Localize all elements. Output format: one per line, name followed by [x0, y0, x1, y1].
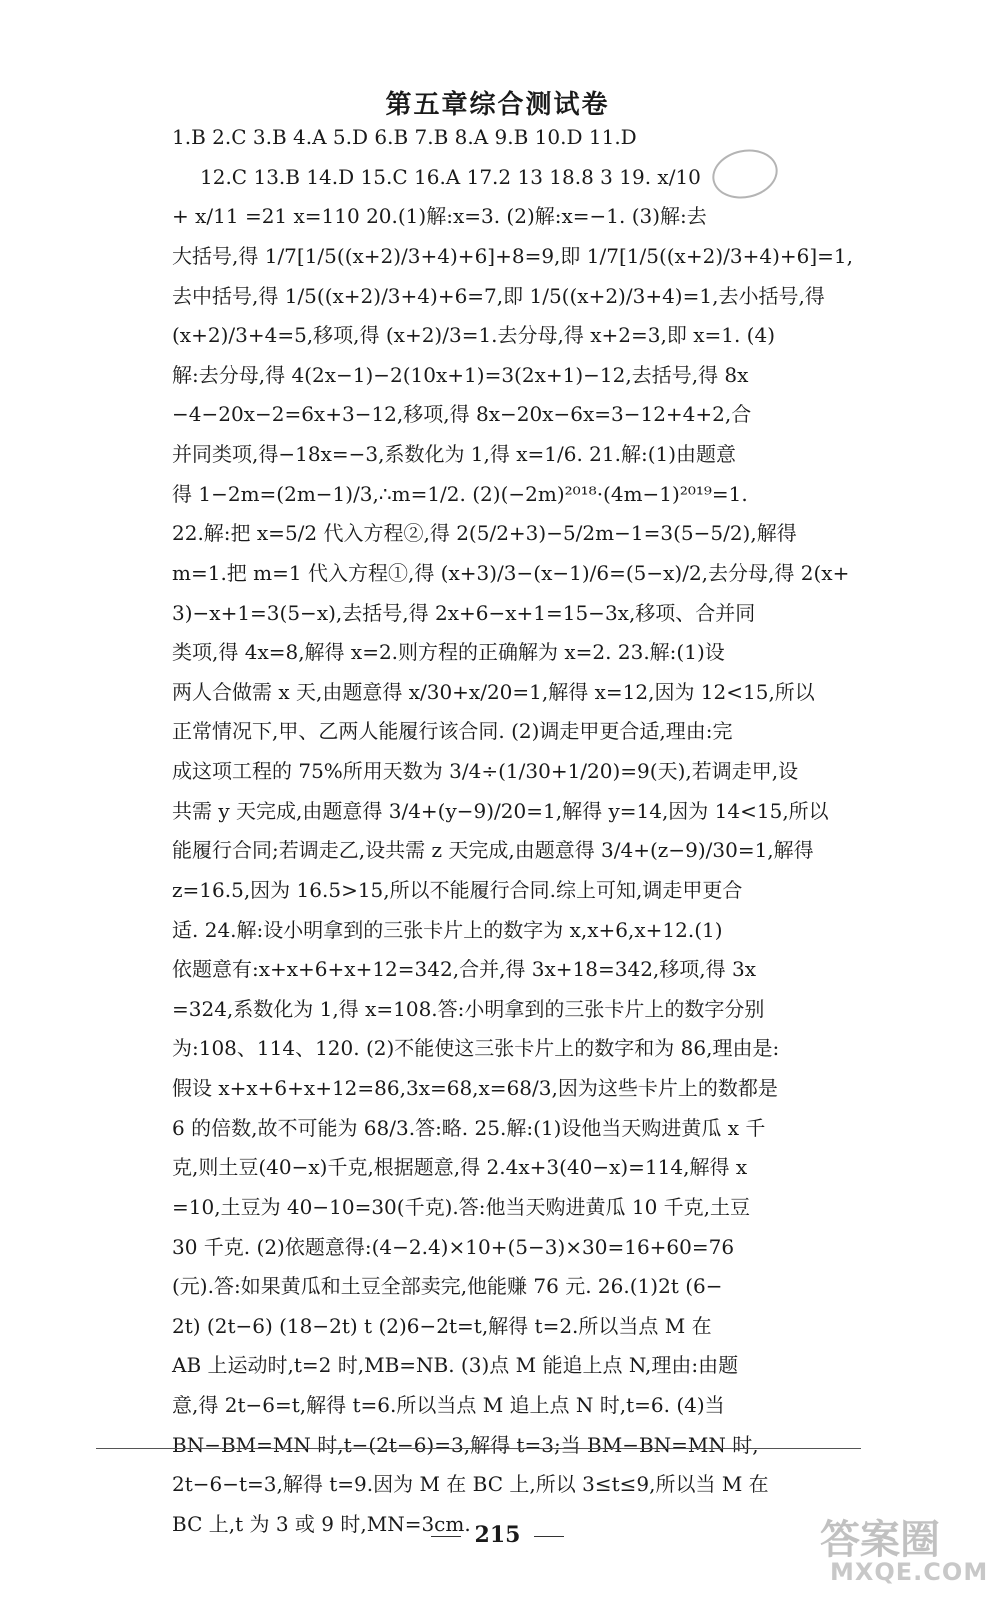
answer-line: 1.B 2.C 3.B 4.A 5.D 6.B 7.B 8.A 9.B 10.D 11.D [172, 125, 637, 149]
answer-line: 成这项工程的 75%所用天数为 3/4÷(1/30+1/20)=9(天),若调走甲,设 [172, 759, 799, 783]
answer-line: AB 上运动时,t=2 时,MB=NB. (3)点 M 能追上点 N,理由:由题 [172, 1353, 739, 1377]
answer-line: 并同类项,得−18x=−3,系数化为 1,得 x=1/6. 21.解:(1)由题意 [172, 442, 737, 466]
answer-line: 能履行合同;若调走乙,设共需 z 天完成,由题意得 3/4+(z−9)/30=1,解得 [172, 838, 814, 862]
answer-line: 大括号,得 1/7[1/5((x+2)/3+4)+6]+8=9,即 1/7[1/5((x+2)/3+4)+6]=1, [172, 244, 853, 268]
watermark-sub: MXQE.COM [830, 1558, 989, 1586]
answer-line: z=16.5,因为 16.5>15,所以不能履行合同.综上可知,调走甲更合 [172, 878, 743, 902]
answer-line: BN−BM=MN 时,t−(2t−6)=3,解得 t=3;当 BM−BN=MN 时, [172, 1433, 759, 1457]
answer-line: 适. 24.解:设小明拿到的三张卡片上的数字为 x,x+6,x+12.(1) [172, 918, 723, 942]
answer-line: =324,系数化为 1,得 x=108.答:小明拿到的三张卡片上的数字分别 [172, 997, 765, 1021]
answer-line: 6 的倍数,故不可能为 68/3.答:略. 25.解:(1)设他当天购进黄瓜 x 千 [172, 1116, 766, 1140]
answer-line: BC 上,t 为 3 或 9 时,MN=3cm. [172, 1512, 471, 1536]
answer-line: 解:去分母,得 4(2x−1)−2(10x+1)=3(2x+1)−12,去括号,得 8x [172, 363, 749, 387]
answer-line: + x/11 =21 x=110 20.(1)解:x=3. (2)解:x=−1. (3)解:去 [172, 204, 707, 228]
watermark-main: 答案圈 [820, 1517, 940, 1563]
answer-line: 22.解:把 x=5/2 代入方程②,得 2(5/2+3)−5/2m−1=3(5−5/2),解得 [172, 521, 797, 545]
scan-rule-line [96, 1448, 861, 1449]
dash-left [431, 1536, 461, 1537]
answer-line: =10,土豆为 40−10=30(千克).答:他当天购进黄瓜 10 千克,土豆 [172, 1195, 751, 1219]
answer-line: 去中括号,得 1/5((x+2)/3+4)+6=7,即 1/5((x+2)/3+4)=1,去小括号,得 [172, 284, 825, 308]
answer-line: 12.C 13.B 14.D 15.C 16.A 17.2 13 18.8 3 19. x/10 [200, 165, 701, 189]
answer-line: 类项,得 4x=8,解得 x=2.则方程的正确解为 x=2. 23.解:(1)设 [172, 640, 725, 664]
answer-line: 2t−6−t=3,解得 t=9.因为 M 在 BC 上,所以 3≤t≤9,所以当 M 在 [172, 1472, 769, 1496]
answer-line: (x+2)/3+4=5,移项,得 (x+2)/3=1.去分母,得 x+2=3,即 x=1. (4) [172, 323, 776, 347]
page-number-text: 215 [474, 1522, 521, 1548]
answer-line: 意,得 2t−6=t,解得 t=6.所以当点 M 追上点 N 时,t=6. (4)当 [172, 1393, 725, 1417]
answer-line: 得 1−2m=(2m−1)/3,∴m=1/2. (2)(−2m)²⁰¹⁸·(4m−1)²⁰¹⁹=1. [172, 482, 748, 506]
answer-line: 依题意有:x+x+6+x+12=342,合并,得 3x+18=342,移项,得 3x [172, 957, 757, 981]
answer-line: 共需 y 天完成,由题意得 3/4+(y−9)/20=1,解得 y=14,因为 14<15,所以 [172, 799, 829, 823]
answer-line: (元).答:如果黄瓜和土豆全部卖完,他能赚 76 元. 26.(1)2t (6− [172, 1274, 723, 1298]
answer-line: −4−20x−2=6x+3−12,移项,得 8x−20x−6x=3−12+4+2,合 [172, 402, 752, 426]
answer-line: 2t) (2t−6) (18−2t) t (2)6−2t=t,解得 t=2.所以当点 M 在 [172, 1314, 712, 1338]
page-title: 第五章综合测试卷 [385, 90, 610, 120]
answer-line: 30 千克. (2)依题意得:(4−2.4)×10+(5−3)×30=16+60=76 [172, 1235, 735, 1259]
answer-line: 正常情况下,甲、乙两人能履行该合同. (2)调走甲更合适,理由:完 [172, 719, 733, 743]
stamp-mark [708, 144, 783, 205]
watermark-logo [810, 1508, 989, 1593]
answer-line: 两人合做需 x 天,由题意得 x/30+x/20=1,解得 x=12,因为 12<15,所以 [172, 680, 815, 704]
answer-line: 克,则土豆(40−x)千克,根据题意,得 2.4x+3(40−x)=114,解得 x [172, 1155, 748, 1179]
answer-line: 为:108、114、120. (2)不能使这三张卡片上的数字和为 86,理由是: [172, 1036, 780, 1060]
answer-line: 假设 x+x+6+x+12=86,3x=68,x=68/3,因为这些卡片上的数都是 [172, 1076, 778, 1100]
dash-right [534, 1536, 564, 1537]
answer-line: 3)−x+1=3(5−x),去括号,得 2x+6−x+1=15−3x,移项、合并同 [172, 601, 756, 625]
answer-line: m=1.把 m=1 代入方程①,得 (x+3)/3−(x−1)/6=(5−x)/2,去分母,得 2(x+ [172, 561, 850, 585]
